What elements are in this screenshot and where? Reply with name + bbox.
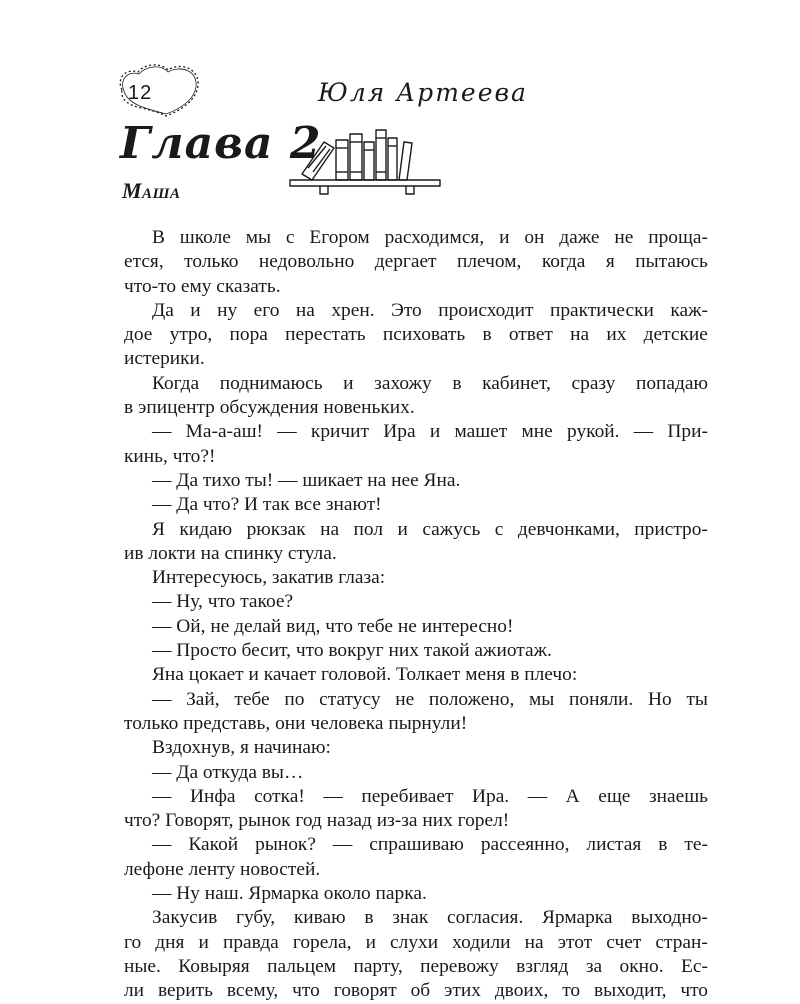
text-word: — — [152, 421, 172, 443]
text-word: горела, — [292, 931, 352, 953]
text-line — [124, 688, 708, 712]
text-line: Яна цокает и качает головой. Толкает меня в плечо: — [152, 664, 578, 686]
text-word: согласия. — [446, 907, 524, 929]
text-word: кричит — [310, 421, 370, 443]
text-line — [124, 323, 708, 347]
text-line — [124, 906, 708, 930]
text-word: окно. — [619, 955, 664, 977]
text-word: сажусь — [422, 518, 481, 540]
text-word: А — [565, 785, 580, 807]
text-word: Ира — [383, 421, 416, 443]
text-word: школе — [179, 227, 231, 248]
text-word: ответ — [508, 324, 553, 346]
text-word: и — [499, 227, 510, 248]
text-word: с — [494, 518, 504, 540]
text-word: — — [633, 421, 654, 443]
text-line — [124, 250, 708, 274]
text-word: в — [452, 372, 462, 394]
text-word: ли — [124, 980, 145, 1002]
text-word: рюкзак — [246, 518, 306, 540]
text-word: плечом, — [456, 251, 522, 273]
text-word: дое — [124, 324, 153, 346]
page-number: 12 — [128, 82, 153, 104]
text-word: Ира. — [472, 785, 510, 807]
text-word: знаешь — [648, 785, 708, 807]
text-word: Когда — [152, 372, 200, 394]
text-word: Это — [391, 299, 422, 321]
text-word: Закусив — [152, 907, 218, 929]
text-word: — — [152, 834, 172, 856]
text-line: Интересуюсь, закатив глаза: — [152, 567, 386, 589]
text-word: с — [285, 227, 295, 248]
text-word: Ес- — [681, 955, 708, 977]
body-text — [124, 226, 708, 1004]
text-word: и — [429, 421, 441, 443]
text-word: проща- — [648, 227, 708, 248]
text-word: его — [253, 299, 280, 321]
text-word: В — [152, 227, 165, 248]
text-word: в — [482, 324, 492, 346]
text-word: ходили — [452, 931, 511, 953]
text-word: рассеянно, — [480, 834, 570, 856]
text-word: — — [332, 834, 353, 856]
text-line: в эпицентр обсуждения новеньких. — [124, 397, 415, 419]
text-word: пытаюсь — [635, 251, 708, 273]
text-word: ты — [686, 688, 708, 710]
text-word: девчонками, — [517, 518, 620, 540]
text-word: детские — [643, 324, 708, 346]
text-word: расходимся, — [384, 227, 485, 248]
text-word: рукой. — [567, 421, 620, 443]
text-word: дергает — [374, 251, 437, 273]
text-word: в — [658, 834, 668, 856]
text-word: поняли. — [569, 688, 634, 710]
text-word: Зай, — [186, 688, 220, 710]
text-word: парту, — [353, 955, 403, 977]
text-word: мы — [529, 688, 555, 710]
text-line: — Да откуда вы… — [152, 761, 304, 783]
text-word: когда — [541, 251, 586, 273]
text-line: только представь, они человека пырнули! — [124, 712, 468, 734]
text-line — [124, 299, 708, 323]
text-word: захожу — [374, 372, 432, 394]
text-word: Инфа — [189, 785, 236, 807]
text-line: истерики. — [124, 348, 205, 370]
text-word: Какой — [188, 834, 239, 856]
text-word: и — [343, 372, 354, 394]
text-word: листая — [586, 834, 642, 856]
text-line: — Да что? И так все знают! — [152, 494, 382, 516]
text-word: Ковыряя — [178, 955, 250, 977]
text-word: не — [395, 688, 415, 710]
text-line: Вздохнув, я начинаю: — [152, 737, 331, 759]
text-word: статусу — [319, 688, 381, 710]
text-word: Да — [152, 299, 174, 321]
text-word: Я — [152, 518, 165, 540]
text-line — [124, 226, 708, 250]
text-word: Егором — [309, 227, 370, 248]
text-word: ну — [217, 299, 238, 321]
text-word: их — [606, 324, 627, 346]
text-word: выходно- — [631, 907, 708, 929]
bookshelf-icon — [288, 128, 444, 196]
text-word: ется, — [124, 251, 164, 273]
page-number-badge — [112, 60, 212, 120]
text-line: — Ну, что такое? — [152, 591, 294, 613]
text-word: — — [152, 785, 172, 807]
text-word: что — [680, 980, 708, 1002]
text-line: ив локти на спинку стула. — [124, 542, 337, 564]
text-line — [124, 833, 708, 857]
text-word: на — [320, 518, 340, 540]
text-word: этот — [557, 931, 593, 953]
text-word: этих — [444, 980, 481, 1002]
text-word: — — [277, 421, 297, 443]
text-word: положено, — [428, 688, 515, 710]
text-word: хрен. — [331, 299, 375, 321]
text-word: ные. — [124, 955, 161, 977]
text-word: что — [292, 980, 320, 1002]
text-word: пристро- — [634, 518, 708, 540]
text-word: пол — [353, 518, 384, 540]
text-word: Ярмарка — [542, 907, 613, 929]
text-word: го — [124, 931, 142, 953]
text-line — [124, 420, 708, 444]
text-word: те- — [684, 834, 708, 856]
text-word: и — [397, 518, 408, 540]
text-word: утро, — [169, 324, 213, 346]
text-line: — Ну наш. Ярмарка около парка. — [152, 883, 427, 905]
text-line: — Да тихо ты! — шикает на нее Яна. — [152, 469, 461, 491]
text-word: происходит — [438, 299, 534, 321]
text-line: что? Говорят, рынок год назад из-за них горел! — [124, 810, 510, 832]
text-word: даже — [559, 227, 600, 248]
text-word: машет — [454, 421, 508, 443]
running-header-author: Юля Артеева — [318, 78, 528, 107]
text-word: не — [614, 227, 634, 248]
text-word: дня — [155, 931, 185, 953]
text-word: — — [323, 785, 343, 807]
text-word: в — [364, 907, 374, 929]
text-word: — — [527, 785, 548, 807]
text-word: и — [198, 931, 209, 953]
text-word: тебе — [234, 688, 270, 710]
text-word: попадаю — [635, 372, 708, 394]
heart-outline-icon — [112, 60, 212, 120]
text-word: взгляд — [516, 955, 569, 977]
text-word: то — [562, 980, 581, 1002]
text-word: пора — [229, 324, 268, 346]
text-word: Но — [648, 688, 672, 710]
text-word: за — [585, 955, 603, 977]
text-word: каж- — [670, 299, 708, 321]
text-word: счет — [606, 931, 642, 953]
text-word: недовольно — [258, 251, 355, 273]
text-word: перевожу — [420, 955, 499, 977]
text-word: двоих, — [494, 980, 549, 1002]
text-word: стран- — [655, 931, 708, 953]
text-line: кинь, что?! — [124, 445, 216, 467]
text-word: по — [284, 688, 305, 710]
text-word: перестать — [285, 324, 366, 346]
text-word: и — [190, 299, 201, 321]
text-word: мне — [521, 421, 553, 443]
text-word: на — [295, 299, 315, 321]
text-word: спрашиваю — [369, 834, 464, 856]
chapter-title: Глава 2 — [120, 118, 322, 169]
text-line: что-то ему сказать. — [124, 275, 281, 297]
text-word: правда — [222, 931, 279, 953]
text-line — [124, 955, 708, 979]
text-word: говорят — [333, 980, 397, 1002]
text-word: — — [152, 688, 172, 710]
text-word: поднимаюсь — [219, 372, 323, 394]
text-word: перебивает — [361, 785, 454, 807]
text-word: мы — [245, 227, 272, 248]
text-line — [124, 931, 708, 955]
text-word: пальцем — [267, 955, 337, 977]
chapter-subtitle: Маша — [122, 178, 181, 203]
text-word: Ма-а-аш! — [185, 421, 264, 443]
text-line — [124, 785, 708, 809]
text-word: сотка! — [254, 785, 305, 807]
text-word: верить — [157, 980, 213, 1002]
text-line: — Просто бесит, что вокруг них такой ажиотаж. — [152, 640, 552, 662]
text-word: кабинет, — [482, 372, 551, 394]
text-word: кидаю — [179, 518, 233, 540]
text-word: он — [524, 227, 545, 248]
text-word: я — [605, 251, 615, 273]
text-word: рынок? — [255, 834, 316, 856]
text-word: на — [524, 931, 544, 953]
text-word: всему, — [226, 980, 279, 1002]
text-word: еще — [598, 785, 631, 807]
text-word: сразу — [571, 372, 616, 394]
text-word: При- — [667, 421, 708, 443]
text-line: — Ой, не делай вид, что тебе не интересно! — [152, 615, 514, 637]
text-word: слухи — [390, 931, 439, 953]
text-word: и — [365, 931, 376, 953]
text-word: психовать — [382, 324, 466, 346]
text-word: губу, — [236, 907, 276, 929]
text-line: лефоне ленту новостей. — [124, 858, 321, 880]
text-word: только — [184, 251, 239, 273]
text-word: об — [410, 980, 431, 1002]
text-word: киваю — [293, 907, 346, 929]
text-word: выходит, — [594, 980, 667, 1002]
text-line — [124, 372, 708, 396]
text-word: знак — [392, 907, 429, 929]
text-word: на — [570, 324, 590, 346]
text-line — [124, 518, 708, 542]
text-word: практически — [549, 299, 654, 321]
